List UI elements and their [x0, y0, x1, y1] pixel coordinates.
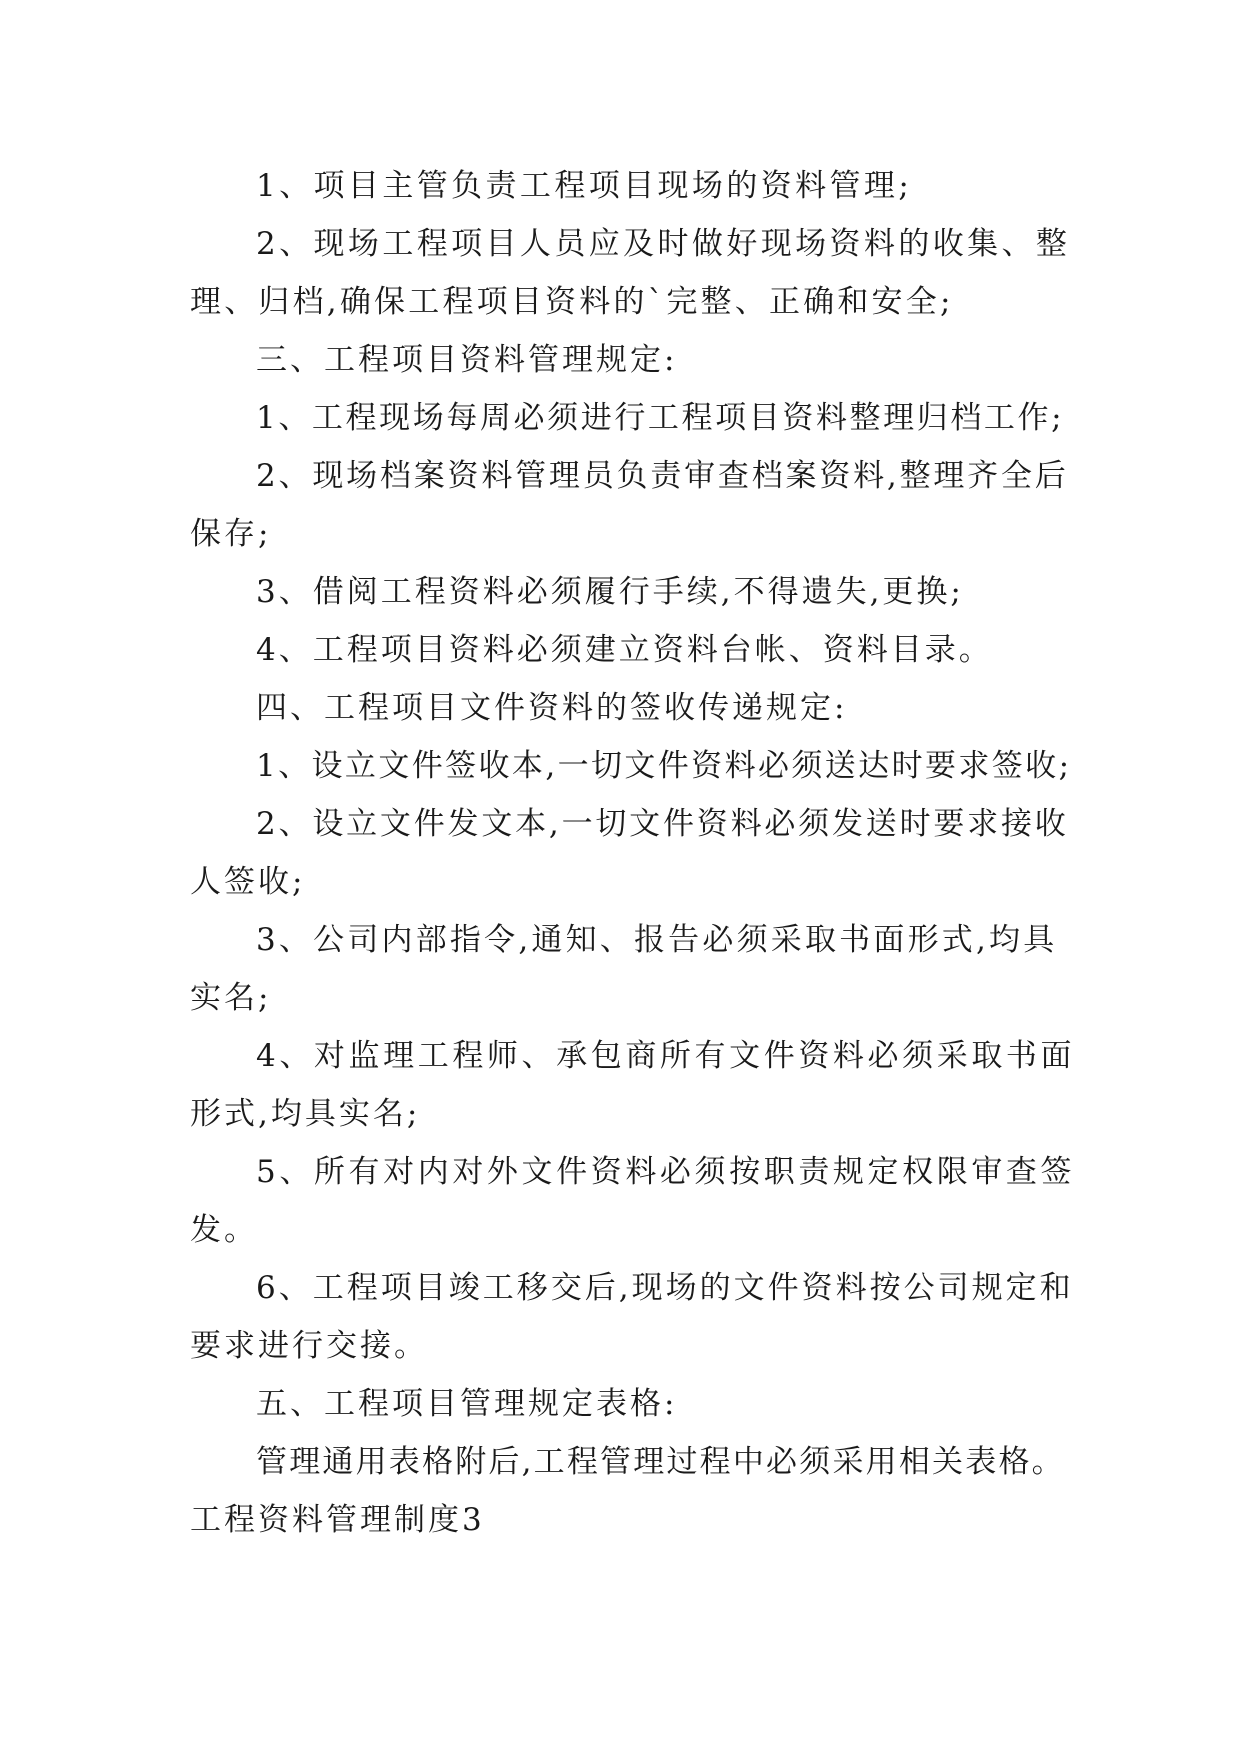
- text-line-15: 实名;: [190, 980, 272, 1016]
- text-line-14: 3、公司内部指令,通知、报告必须采取书面形式,均具: [256, 922, 1058, 958]
- section-heading-4: 四、工程项目文件资料的签收传递规定:: [256, 690, 848, 726]
- section-heading-5: 五、工程项目管理规定表格:: [256, 1386, 678, 1422]
- document-title: 工程资料管理制度3: [190, 1502, 485, 1538]
- text-line-17: 形式,均具实名;: [190, 1096, 421, 1132]
- text-line-21: 要求进行交接。: [190, 1328, 428, 1364]
- text-line-23: 管理通用表格附后,工程管理过程中必须采用相关表格。: [256, 1444, 1065, 1480]
- text-line-7: 保存;: [190, 516, 272, 552]
- text-line-6: 2、现场档案资料管理员负责审查档案资料,整理齐全后: [256, 458, 1069, 494]
- text-line-11: 1、设立文件签收本,一切文件资料必须送达时要求签收;: [256, 748, 1072, 784]
- text-line-16: 4、对监理工程师、承包商所有文件资料必须采取书面: [256, 1038, 1076, 1074]
- section-heading-3: 三、工程项目资料管理规定:: [256, 342, 678, 378]
- text-line-19: 发。: [190, 1212, 258, 1248]
- text-line-2: 2、现场工程项目人员应及时做好现场资料的收集、整: [256, 226, 1071, 262]
- text-line-13: 人签收;: [190, 864, 306, 900]
- text-line-5: 1、工程现场每周必须进行工程项目资料整理归档工作;: [256, 400, 1065, 436]
- text-line-3: 理、归档,确保工程项目资料的`完整、正确和安全;: [190, 284, 954, 320]
- text-line-8: 3、借阅工程资料必须履行手续,不得遗失,更换;: [256, 574, 964, 610]
- text-line-18: 5、所有对内对外文件资料必须按职责规定权限审查签: [256, 1154, 1076, 1190]
- text-line-9: 4、工程项目资料必须建立资料台帐、资料目录。: [256, 632, 993, 668]
- text-line-20: 6、工程项目竣工移交后,现场的文件资料按公司规定和: [256, 1270, 1074, 1306]
- text-line-1: 1、项目主管负责工程项目现场的资料管理;: [256, 168, 913, 204]
- text-line-12: 2、设立文件发文本,一切文件资料必须发送时要求接收: [256, 806, 1069, 842]
